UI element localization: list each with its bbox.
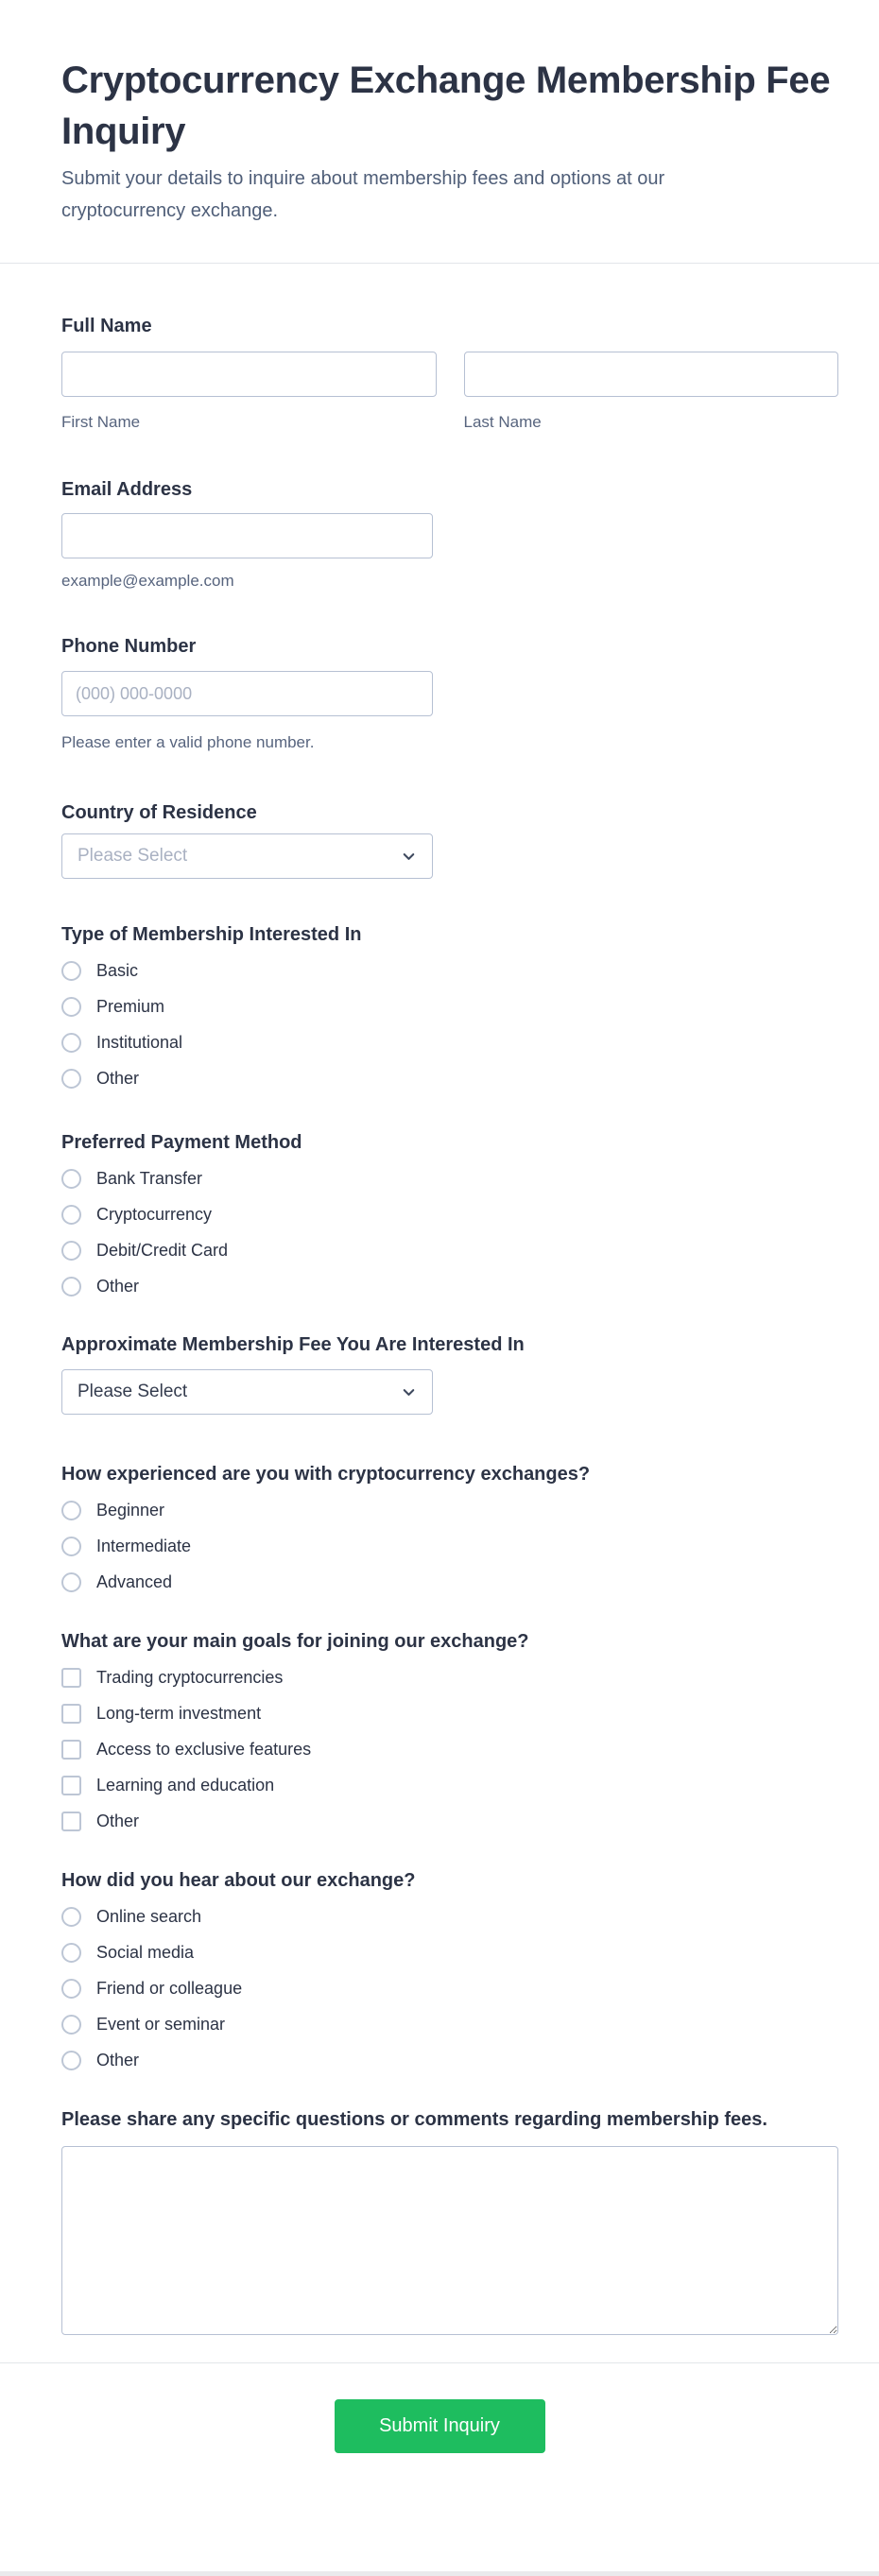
option-label: Other <box>96 1812 140 1830</box>
option-label: Bank Transfer <box>96 1169 203 1188</box>
radio-icon[interactable] <box>61 1979 81 1999</box>
radio-icon[interactable] <box>61 1907 81 1927</box>
email-label: Email Address <box>61 479 193 500</box>
option-label: Institutional <box>96 1033 183 1052</box>
question-payment-method <box>61 1130 838 1297</box>
radio-payment-debit-credit-card[interactable] <box>61 1240 838 1261</box>
question-hear-about <box>61 1868 838 2070</box>
checkbox-icon[interactable] <box>61 1704 81 1724</box>
option-label: Advanced <box>96 1572 173 1591</box>
question-full-name <box>61 314 838 433</box>
option-label: Access to exclusive features <box>96 1740 312 1759</box>
email-sublabel: example@example.com <box>61 572 234 590</box>
option-label: Other <box>96 1069 140 1088</box>
header-divider <box>0 263 879 264</box>
option-label: Learning and education <box>96 1776 275 1795</box>
radio-membership-other[interactable] <box>61 1068 838 1089</box>
question-email <box>61 477 838 592</box>
country-label: Country of Residence <box>61 802 257 823</box>
checkbox-goal-long-term-investment[interactable] <box>61 1703 838 1724</box>
radio-icon[interactable] <box>61 1943 81 1963</box>
radio-membership-basic[interactable] <box>61 960 838 981</box>
radio-icon[interactable] <box>61 2051 81 2070</box>
radio-hear-online-search[interactable] <box>61 1906 838 1927</box>
experience-label: How experienced are you with cryptocurrency exchanges? <box>61 1464 591 1485</box>
radio-icon[interactable] <box>61 2015 81 2035</box>
option-label: Intermediate <box>96 1537 192 1555</box>
last-name-input[interactable] <box>464 352 838 397</box>
country-select-value: Please Select <box>78 846 188 866</box>
radio-icon[interactable] <box>61 1277 81 1297</box>
radio-icon[interactable] <box>61 1572 81 1592</box>
checkbox-goal-trading[interactable] <box>61 1667 838 1688</box>
radio-hear-other[interactable] <box>61 2050 838 2070</box>
form-subtitle: Submit your details to inquire about membership fees and options at our cryptocurrency exchange. <box>61 168 665 221</box>
question-experience <box>61 1462 838 1592</box>
page-background-strip <box>0 2571 879 2576</box>
option-label: Trading cryptocurrencies <box>96 1668 284 1687</box>
question-country <box>61 800 838 879</box>
radio-hear-event-or-seminar[interactable] <box>61 2014 838 2035</box>
phone-label: Phone Number <box>61 636 197 657</box>
membership-type-label: Type of Membership Interested In <box>61 924 362 945</box>
comments-label: Please share any specific questions or comments regarding membership fees. <box>61 2109 767 2130</box>
option-label: Friend or colleague <box>96 1979 243 1998</box>
chevron-down-icon <box>400 1383 418 1401</box>
checkbox-goal-exclusive-features[interactable] <box>61 1739 838 1760</box>
question-fee <box>61 1332 838 1415</box>
chevron-down-icon <box>400 848 418 866</box>
option-label: Online search <box>96 1907 202 1926</box>
radio-icon[interactable] <box>61 1069 81 1089</box>
first-name-input[interactable] <box>61 352 437 397</box>
radio-payment-other[interactable] <box>61 1276 838 1297</box>
radio-membership-premium[interactable] <box>61 996 838 1017</box>
radio-experience-advanced[interactable] <box>61 1571 838 1592</box>
option-label: Basic <box>96 961 139 980</box>
country-select[interactable] <box>61 833 433 879</box>
question-comments <box>61 2107 838 2335</box>
option-label: Long-term investment <box>96 1704 262 1723</box>
fee-select[interactable] <box>61 1369 433 1415</box>
form-footer <box>0 2362 879 2453</box>
fee-label: Approximate Membership Fee You Are Interested In <box>61 1334 525 1355</box>
checkbox-goal-learning[interactable] <box>61 1775 838 1795</box>
checkbox-icon[interactable] <box>61 1812 81 1831</box>
radio-hear-friend-or-colleague[interactable] <box>61 1978 838 1999</box>
phone-input[interactable] <box>61 671 433 716</box>
form-header <box>61 0 838 227</box>
goals-label: What are your main goals for joining our exchange? <box>61 1631 529 1652</box>
question-phone <box>61 634 838 753</box>
option-label: Event or seminar <box>96 2015 226 2034</box>
radio-icon[interactable] <box>61 961 81 981</box>
fee-select-value: Please Select <box>78 1382 188 1401</box>
radio-icon[interactable] <box>61 1241 81 1261</box>
checkbox-icon[interactable] <box>61 1740 81 1760</box>
form-title: Cryptocurrency Exchange Membership Fee Inquiry <box>61 60 831 152</box>
radio-icon[interactable] <box>61 1501 81 1520</box>
radio-payment-cryptocurrency[interactable] <box>61 1204 838 1225</box>
full-name-label: Full Name <box>61 316 152 336</box>
radio-icon[interactable] <box>61 1537 81 1556</box>
option-label: Premium <box>96 997 165 1016</box>
radio-experience-intermediate[interactable] <box>61 1536 838 1556</box>
option-label: Other <box>96 2051 140 2069</box>
first-name-sublabel: First Name <box>61 413 141 431</box>
radio-icon[interactable] <box>61 997 81 1017</box>
radio-payment-bank-transfer[interactable] <box>61 1168 838 1189</box>
hear-about-label: How did you hear about our exchange? <box>61 1870 416 1891</box>
option-label: Beginner <box>96 1501 165 1520</box>
option-label: Cryptocurrency <box>96 1205 213 1224</box>
email-input[interactable] <box>61 513 433 558</box>
comments-textarea[interactable] <box>61 2146 838 2335</box>
radio-icon[interactable] <box>61 1033 81 1053</box>
option-label: Debit/Credit Card <box>96 1241 229 1260</box>
radio-icon[interactable] <box>61 1169 81 1189</box>
radio-hear-social-media[interactable] <box>61 1942 838 1963</box>
option-label: Other <box>96 1277 140 1296</box>
radio-icon[interactable] <box>61 1205 81 1225</box>
checkbox-goal-other[interactable] <box>61 1811 838 1831</box>
payment-method-label: Preferred Payment Method <box>61 1132 302 1153</box>
phone-sublabel: Please enter a valid phone number. <box>61 733 315 751</box>
radio-membership-institutional[interactable] <box>61 1032 838 1053</box>
checkbox-icon[interactable] <box>61 1668 81 1688</box>
last-name-sublabel: Last Name <box>463 413 542 431</box>
checkbox-icon[interactable] <box>61 1776 81 1795</box>
radio-experience-beginner[interactable] <box>61 1500 838 1520</box>
question-goals <box>61 1629 838 1831</box>
question-membership-type <box>61 922 838 1089</box>
submit-inquiry-button[interactable]: Submit Inquiry <box>335 2399 545 2453</box>
option-label: Social media <box>96 1943 195 1962</box>
